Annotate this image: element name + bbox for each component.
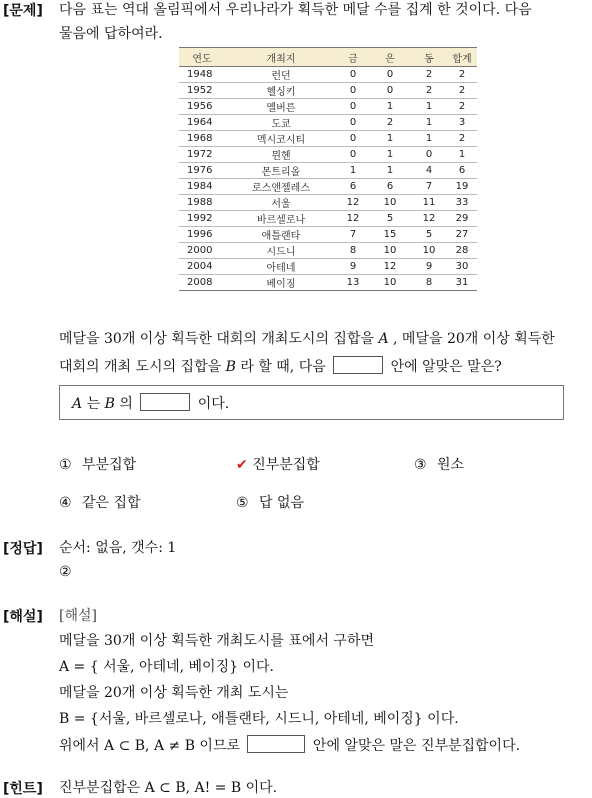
- table-cell: 2: [447, 83, 477, 99]
- table-cell: 6: [447, 163, 477, 179]
- question-line-1: [59, 329, 555, 349]
- question-text: 메달을 30개 이상 획득한 대회의 개최도시의 집합을: [59, 331, 374, 347]
- table-cell: 애틀랜타: [225, 227, 337, 243]
- table-cell: 31: [447, 275, 477, 291]
- table-cell: 1: [411, 115, 447, 131]
- table-cell: 12: [411, 211, 447, 227]
- problem-line-2: 물음에 답하여라.: [59, 26, 163, 42]
- table-cell: 8: [411, 275, 447, 291]
- table-cell: 2: [411, 67, 447, 83]
- statement-text: 이다.: [197, 396, 230, 412]
- table-cell: 베이징: [225, 275, 337, 291]
- table-row: [179, 115, 477, 131]
- header-host: 개최지: [225, 48, 337, 67]
- option-text: 답 없음: [259, 495, 305, 511]
- table-cell: 5: [411, 227, 447, 243]
- var-b: B: [225, 359, 236, 375]
- table-cell: 33: [447, 195, 477, 211]
- table-cell: 0: [337, 99, 369, 115]
- table-cell: 멕시코시티: [225, 131, 337, 147]
- table-cell: 10: [369, 195, 411, 211]
- table-cell: 27: [447, 227, 477, 243]
- table-cell: 0: [337, 67, 369, 83]
- table-cell: 1968: [179, 131, 225, 147]
- check-icon: ✔: [236, 457, 248, 473]
- table-row: [179, 195, 477, 211]
- table-cell: 뮌헨: [225, 147, 337, 163]
- table-cell: 0: [337, 147, 369, 163]
- table-cell: 0: [369, 83, 411, 99]
- table-cell: 아테네: [225, 259, 337, 275]
- option-text: 원소: [437, 457, 465, 473]
- table-cell: 30: [447, 259, 477, 275]
- table-cell: 0: [411, 147, 447, 163]
- table-row: [179, 243, 477, 259]
- hint-tag: [힌트]: [3, 781, 43, 797]
- explanation-text: 위에서 A ⊂ B, A ≠ B 이므로: [59, 738, 241, 754]
- table-row: [179, 163, 477, 179]
- var-b: B: [104, 396, 115, 412]
- question-text: 라 할 때, 다음: [240, 359, 326, 375]
- header-year: 연도: [179, 48, 225, 67]
- table-cell: 로스앤젤레스: [225, 179, 337, 195]
- table-cell: 9: [411, 259, 447, 275]
- table-cell: 1: [411, 99, 447, 115]
- header-silver: 은: [369, 48, 411, 67]
- table-cell: 1996: [179, 227, 225, 243]
- option-number: ⑤: [236, 495, 249, 511]
- table-row: [179, 227, 477, 243]
- table-cell: 1: [369, 131, 411, 147]
- answer-line-1: 순서: 없음, 갯수: 1: [59, 540, 177, 556]
- table-cell: 11: [411, 195, 447, 211]
- table-cell: 15: [369, 227, 411, 243]
- table-cell: 10: [369, 275, 411, 291]
- option-text: 같은 집합: [82, 495, 141, 511]
- header-bronze: 동: [411, 48, 447, 67]
- table-cell: 바르셀로나: [225, 211, 337, 227]
- table-cell: 10: [369, 243, 411, 259]
- table-cell: 1: [369, 163, 411, 179]
- table-cell: 1964: [179, 115, 225, 131]
- table-row: [179, 131, 477, 147]
- table-cell: 1972: [179, 147, 225, 163]
- option-4[interactable]: [59, 492, 141, 512]
- option-5[interactable]: [236, 492, 304, 512]
- question-line-2: [59, 356, 502, 377]
- table-cell: 12: [337, 211, 369, 227]
- explanation-line-0: [해설]: [59, 608, 97, 624]
- table-cell: 1984: [179, 179, 225, 195]
- table-row: [179, 67, 477, 83]
- table-cell: 9: [337, 259, 369, 275]
- statement: [72, 393, 229, 414]
- table-cell: 0: [337, 83, 369, 99]
- table-cell: 2000: [179, 243, 225, 259]
- question-text: 대회의 개최 도시의 집합을: [59, 359, 222, 375]
- table-cell: 1988: [179, 195, 225, 211]
- option-1[interactable]: [59, 454, 136, 474]
- table-cell: 0: [337, 131, 369, 147]
- var-a: A: [72, 396, 83, 412]
- table-row: [179, 83, 477, 99]
- explanation-tag: [해설]: [3, 609, 43, 625]
- table-cell: 2004: [179, 259, 225, 275]
- table-cell: 4: [411, 163, 447, 179]
- option-text: 부분집합: [82, 457, 137, 473]
- table-cell: 5: [369, 211, 411, 227]
- table-cell: 12: [369, 259, 411, 275]
- table-cell: 2: [369, 115, 411, 131]
- table-cell: 1: [411, 131, 447, 147]
- table-row: [179, 179, 477, 195]
- table-cell: 0: [337, 115, 369, 131]
- question-text: 안에 알맞은 말은?: [390, 359, 502, 375]
- answer-line-2: ②: [59, 564, 72, 580]
- explanation-line-2: A = { 서울, 아테네, 베이징} 이다.: [59, 659, 274, 675]
- table-cell: 19: [447, 179, 477, 195]
- table-cell: 6: [337, 179, 369, 195]
- medal-table-wrap: [179, 47, 477, 291]
- table-cell: 1976: [179, 163, 225, 179]
- hint-text: 진부분집합은 A ⊂ B, A! = B 이다.: [59, 780, 278, 796]
- table-cell: 1: [447, 147, 477, 163]
- answer-tag: [정답]: [3, 541, 43, 557]
- table-cell: 7: [411, 179, 447, 195]
- table-cell: 서울: [225, 195, 337, 211]
- table-row: [179, 99, 477, 115]
- table-cell: 0: [369, 67, 411, 83]
- problem-line-1: 다음 표는 역대 올림픽에서 우리나라가 획득한 메달 수를 집계 한 것이다. 다음: [59, 2, 532, 18]
- option-number: ③: [414, 457, 427, 473]
- explanation-line-1: 메달을 30개 이상 획득한 개최도시를 표에서 구하면: [59, 633, 374, 649]
- table-cell: 런던: [225, 67, 337, 83]
- table-cell: 2: [447, 131, 477, 147]
- table-row: [179, 275, 477, 291]
- option-number: ①: [59, 457, 72, 473]
- table-cell: 1: [369, 147, 411, 163]
- blank-box: [140, 393, 190, 411]
- table-cell: 2: [447, 67, 477, 83]
- statement-text: 의: [119, 396, 133, 412]
- table-cell: 헬싱키: [225, 83, 337, 99]
- option-text: 진부분집합: [252, 457, 320, 473]
- problem-tag: [문제]: [3, 3, 43, 19]
- option-2[interactable]: [236, 454, 320, 474]
- table-cell: 3: [447, 115, 477, 131]
- table-cell: 1948: [179, 67, 225, 83]
- table-header-row: [179, 48, 477, 67]
- explanation-line-5: [59, 735, 520, 756]
- table-cell: 멜버른: [225, 99, 337, 115]
- blank-box: [333, 356, 383, 374]
- table-cell: 1: [337, 163, 369, 179]
- header-gold: 금: [337, 48, 369, 67]
- table-cell: 1: [369, 99, 411, 115]
- statement-text: 는: [86, 396, 101, 412]
- option-number: ④: [59, 495, 72, 511]
- table-cell: 시드니: [225, 243, 337, 259]
- table-cell: 몬트리올: [225, 163, 337, 179]
- table-cell: 1992: [179, 211, 225, 227]
- table-cell: 29: [447, 211, 477, 227]
- explanation-line-4: B = {서울, 바르셀로나, 애틀랜타, 시드니, 아테네, 베이징} 이다.: [59, 711, 459, 727]
- question-text: , 메달을 20개 이상 획득한: [393, 331, 555, 347]
- table-row: [179, 259, 477, 275]
- option-3[interactable]: [414, 454, 464, 474]
- table-cell: 도쿄: [225, 115, 337, 131]
- table-cell: 2: [447, 99, 477, 115]
- table-row: [179, 147, 477, 163]
- explanation-line-3: 메달을 20개 이상 획득한 개최 도시는: [59, 685, 289, 701]
- table-cell: 13: [337, 275, 369, 291]
- table-cell: 6: [369, 179, 411, 195]
- table-cell: 7: [337, 227, 369, 243]
- table-cell: 2008: [179, 275, 225, 291]
- table-cell: 2: [411, 83, 447, 99]
- table-cell: 1952: [179, 83, 225, 99]
- explanation-text: 안에 알맞은 말은 진부분집합이다.: [312, 738, 521, 754]
- table-cell: 28: [447, 243, 477, 259]
- table-cell: 8: [337, 243, 369, 259]
- table-cell: 10: [411, 243, 447, 259]
- table-cell: 1956: [179, 99, 225, 115]
- header-total: 합계: [447, 48, 477, 67]
- table-row: [179, 211, 477, 227]
- table-cell: 12: [337, 195, 369, 211]
- medal-table: [179, 47, 477, 291]
- var-a: A: [378, 331, 389, 347]
- blank-box: [247, 735, 305, 753]
